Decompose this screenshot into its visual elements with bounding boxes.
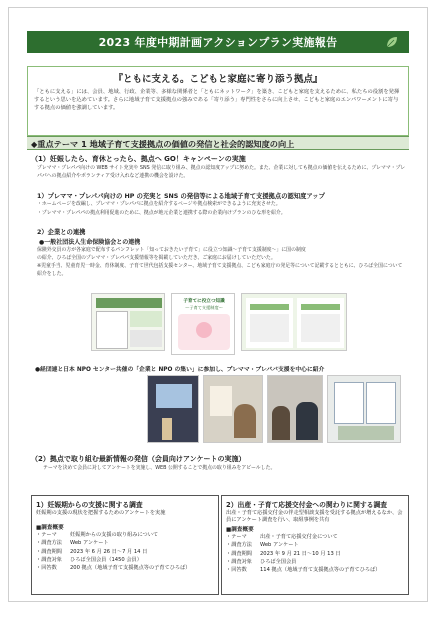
section-1-2-line2: の紹介、ひろば全国のプレママ・プレパパ支援情報等を掲載していただき、ご家庭にお届けしていただいた。 (37, 255, 276, 261)
section-1-2-line3: ※児童手当、児童育児一時金、育休制度、子育て世代包括支援センター、地域子育て支援拠点、こども家庭庁の発足等について記載するとともに、ひろば全国について紹介をした。 (37, 263, 403, 277)
section-1-2-sub: ●一般社団法人生命保険協会との連携 (39, 239, 141, 246)
event-photo-booth (203, 375, 263, 443)
survey-2-title: 2）出産・子育て応援交付金への関わりに関する調査 (226, 501, 388, 509)
report-header (27, 31, 409, 53)
survey-1-row: ・調査対象 ひろば全国会員（1450 会員） (36, 556, 142, 563)
survey-2-heading: ■調査概要 (226, 527, 254, 533)
survey-2-row: ・回答数 114 拠点（地域子育て支援拠点等の子育てひろば） (226, 567, 381, 574)
survey-1-row: ・回答数 200 拠点（地域子育て支援拠点等の子育てひろば） (36, 565, 191, 572)
survey-box-2 (221, 495, 409, 595)
survey-1-title: 1）妊娠期からの支援に関する調査 (36, 501, 143, 509)
survey-1-row: ・調査期間 2023 年 6 月 26 日～7 月 14 日 (36, 548, 148, 555)
brochure-heading: 子育てに役立つ知識 (183, 299, 225, 304)
leaf-icon (385, 35, 399, 49)
brochure-subheading: ～子育て支援制度～ (185, 305, 223, 310)
section-1-1-line2: ・プレママ・プレパパの拠点利用促進のために、拠点が地元企業と連携する際の企業向けプランのひな形を紹介。 (37, 210, 286, 216)
survey-1-row: ・テーマ 妊娠期からの支援の取り組みについて (36, 532, 159, 538)
survey-1-subtitle: 妊娠期の支援の現状を把握するためのアンケートを実施 (36, 510, 166, 516)
report-title: 2023 年度中期計画アクションプラン実施報告 (98, 36, 338, 49)
section-2-title: （2）拠点で取り組む最新情報の発信（会員向けアンケートの実施） (31, 455, 246, 463)
survey-2-row: ・調査期間 2023 年 9 月 21 日～10 月 13 日 (226, 550, 341, 557)
event-photo-panels (327, 375, 401, 443)
intro-box (27, 66, 409, 136)
report-page (8, 7, 428, 602)
brochure-cover-image (91, 293, 165, 351)
survey-2-subtitle: 出産・子育て応援交付金の伴走型相談支援を受託する拠点が増えるなか、会員にアンケート調査を行い、取組事例を共有 (226, 510, 403, 523)
section-1-2-line1: 保険外交員の方が各家庭で配布するパンフレット「知っておきたい子育て」に役立つ知識～子育て支援制度～」に国の制度 (37, 247, 306, 253)
survey-2-row: ・テーマ 出産・子育て応援交付金について (226, 534, 338, 540)
survey-box-1 (31, 495, 219, 595)
brochure-inner-image (171, 293, 235, 355)
intro-title: 『ともに支える。こどもと家庭に寄り添う拠点』 (113, 74, 323, 85)
theme-heading: ◆重点テーマ 1 地域子育て支援拠点の価値の発信と社会的認知度の向上 (27, 136, 409, 150)
section-1-title: （1）妊娠したら、育休とったら、拠点へ GO！キャンペーンの実施 (31, 155, 246, 163)
section-1-1-line1: ・ホームページを改編し、プレママ・プレパパに拠点を紹介するページや拠点検索ができるように充実させた。 (37, 201, 281, 207)
section-1-2-title: 2）企業との連携 (37, 229, 86, 236)
event-photo-discussion (267, 375, 323, 443)
survey-1-heading: ■調査概要 (36, 525, 64, 531)
section-1-3-title: ●経団連と日本 NPO センター共催の「企業と NPO の集い」に参加し、プレママ・プレパパ支援を中心に紹介 (35, 367, 325, 373)
survey-1-row: ・調査方法 Web アンケート (36, 540, 109, 547)
brochure-spread-image (241, 293, 347, 351)
section-2-text: テーマを決めて会員に対してアンケートを実施し、WEB 公開することで拠点の取り組みをアピールした。 (43, 465, 276, 471)
survey-2-row: ・調査対象 ひろば全国会員 (226, 558, 297, 565)
section-1-text: プレママ・プレパパ向けの WEB サイト充実や SNS 発信に取り組み、拠点の認知度アップに努めた。また、企業に対しても拠点の価値を伝えるために、プレママ・プレパパへの拠点紹介やボランティア受け入れなど連携の機会を設けた。 (37, 165, 406, 179)
event-photo-presentation (147, 375, 199, 443)
intro-text: 「ともに支える」には、会員、地域、行政、企業等、多様な関係者と「ともにネットワーク」を築き、こどもと家庭を支えるために、私たちの役割を発揮するという思いを込めています。さらに地域子育て支援拠点の強みである「寄り添う」専門性をさらに向上させ、こどもと家庭のエンパワーメントに寄与する拠点の価値を強調しています。 (34, 89, 400, 112)
survey-2-row: ・調査方法 Web アンケート (226, 542, 299, 549)
section-1-1-title: 1）プレママ・プレパパ向けの HP の充実と SNS の発信等による地域子育て支援拠点の認知度アップ (37, 193, 325, 200)
